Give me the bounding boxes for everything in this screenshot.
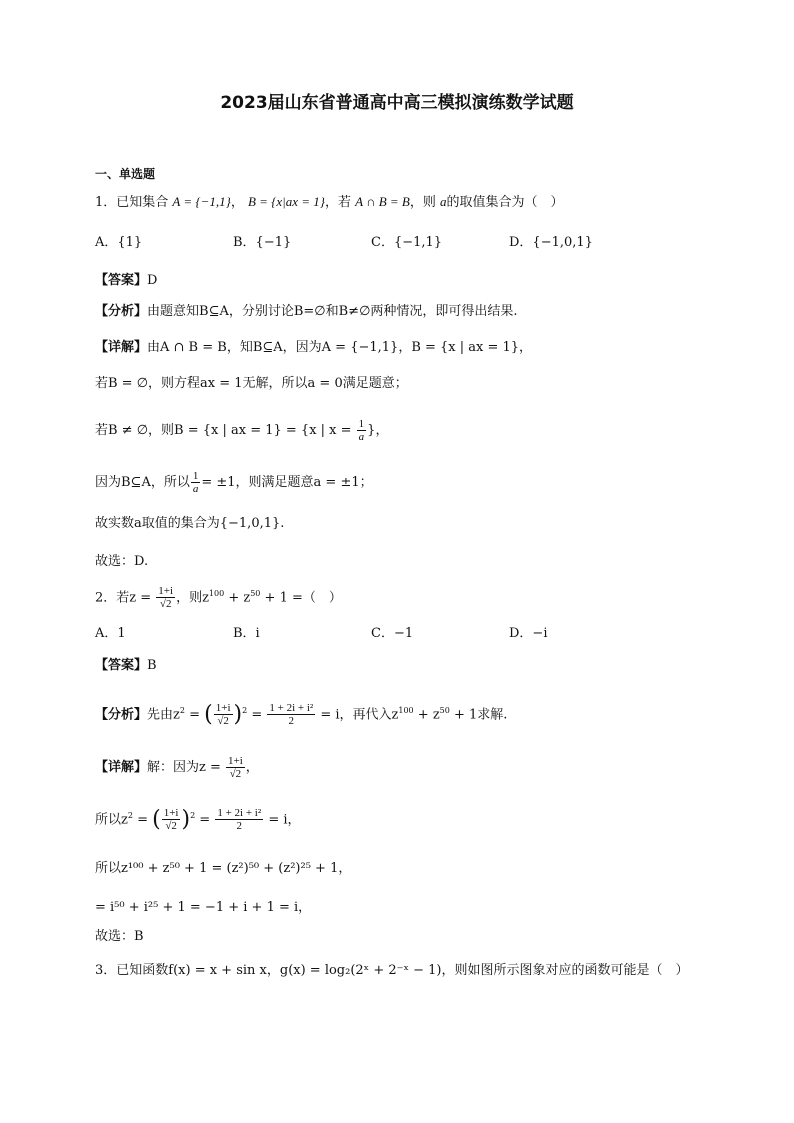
- q2-detail-line-4: = i⁵⁰ + i²⁵ + 1 = −1 + i + 1 = i，: [95, 900, 312, 915]
- q1-detail-line-4: 因为B⊆A，所以 $\frac{1}{a}$ = ±1，则满足题意a = ±1；: [95, 470, 373, 495]
- q2-stem: 2．若z = $\frac{1+i}{√2}$ ，则$z^{100} + z^{50} + 1$ =（ ）: [95, 585, 342, 611]
- q1-option-d: D．{−1,0,1}: [509, 235, 593, 250]
- q2-detail-line-2: 所以$z^2$ = ( $\frac{1+i}{√2}$ )$^2$ = $\frac{\text{1 + 2i + i²}}{2}$ = i，: [95, 806, 301, 833]
- q1-detail-line-2: 若B = ∅，则方程ax = 1无解，所以a = 0满足题意；: [95, 376, 408, 391]
- section-heading: 一、单选题: [95, 167, 156, 181]
- q1-option-b: B．{−1}: [233, 235, 292, 250]
- fraction: $\frac{\text{1 + 2i + i²}}{2}$: [269, 702, 314, 728]
- page-title: 2023届山东省普通高中高三模拟演练数学试题: [220, 93, 574, 113]
- q2-option-b: B．i: [233, 626, 260, 641]
- q2-conclusion: 故选：B: [95, 929, 144, 944]
- q2-detail-line-1: 【详解】解：因为z = $\frac{1+i}{√2}$ ，: [95, 755, 259, 780]
- q1-detail-line-1: 【详解】由A ∩ B = B，知B⊆A，因为A = {−1,1}，B = {x | ax = 1}，: [95, 340, 533, 355]
- fraction: $\frac{1+i}{√2}$: [228, 755, 243, 780]
- fraction: $\frac{1+i}{√2}$: [158, 585, 174, 611]
- q2-detail-line-3: 所以z¹⁰⁰ + z⁵⁰ + 1 = (z²)⁵⁰ + (z²)²⁵ + 1，: [95, 861, 352, 876]
- q2-option-a: A．1: [95, 626, 126, 641]
- q1-analysis: 【分析】由题意知B⊆A，分别讨论B=∅和B≠∅两种情况，即可得出结果.: [95, 304, 518, 319]
- fraction: $\frac{1}{a}$: [358, 418, 365, 443]
- q2-analysis: 【分析】先由$z^2$ = ( $\frac{1+i}{√2}$ )$^2$ = $\frac{\text{1 + 2i + i²}}{2}$ = i，再代入$z^{100} + z^{50} + 1$求解.: [95, 701, 508, 728]
- q1-option-c: C．{−1,1}: [371, 235, 443, 250]
- q2-option-d: D．−i: [509, 626, 548, 641]
- fraction: $\frac{1+i}{√2}$: [215, 702, 231, 728]
- fraction: $\frac{1+i}{√2}$: [163, 807, 179, 833]
- fraction: $\frac{\text{1 + 2i + i²}}{2}$: [217, 807, 262, 833]
- q1-option-a: A．{1}: [95, 235, 143, 250]
- q1-conclusion: 故选：D.: [95, 554, 149, 569]
- fraction: $\frac{1}{a}$: [192, 470, 199, 495]
- q2-answer: 【答案】B: [95, 658, 157, 673]
- q1-stem: 1．已知集合 A = {−1,1}， B = {x|ax = 1}，若 A ∩ B = B，则 a的取值集合为（ ）: [95, 194, 564, 210]
- q1-detail-line-5: 故实数a取值的集合为{−1,0,1}.: [95, 516, 285, 531]
- q1-answer: 【答案】D: [95, 273, 158, 288]
- q1-detail-line-3: 若B ≠ ∅，则B = {x | ax = 1} = {x | x = $\frac{1}{a}$ }，: [95, 418, 389, 443]
- q2-option-c: C．−1: [371, 626, 414, 641]
- q3-stem: 3．已知函数f(x) = x + sin x，g(x) = log₂(2ˣ + 2⁻ˣ − 1)，则如图所示图象对应的函数可能是（ ）: [95, 963, 689, 978]
